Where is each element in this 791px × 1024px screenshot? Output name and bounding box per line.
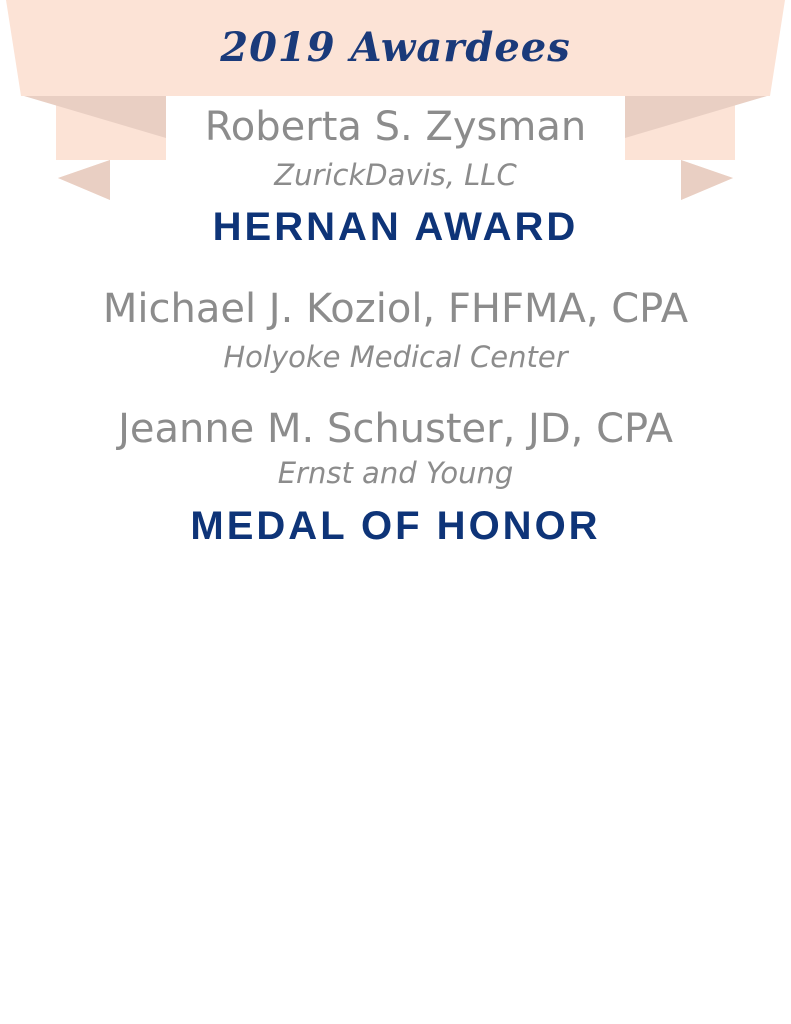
medal-of-honor-heading: MEDAL OF HONOR bbox=[190, 504, 601, 548]
hernan-award-heading: HERNAN AWARD bbox=[212, 205, 579, 249]
awardee-name: Jeanne M. Schuster, JD, CPA bbox=[118, 406, 673, 452]
awardee-name: Roberta S. Zysman bbox=[204, 104, 587, 150]
awardee-organization: ZurickDavis, LLC bbox=[274, 158, 517, 192]
banner-title: 2019 Awardees bbox=[220, 24, 571, 71]
awardee-organization: Ernst and Young bbox=[277, 456, 514, 490]
awardee-organization: Holyoke Medical Center bbox=[223, 340, 568, 374]
awardee-name: Michael J. Koziol, FHFMA, CPA bbox=[102, 286, 689, 332]
